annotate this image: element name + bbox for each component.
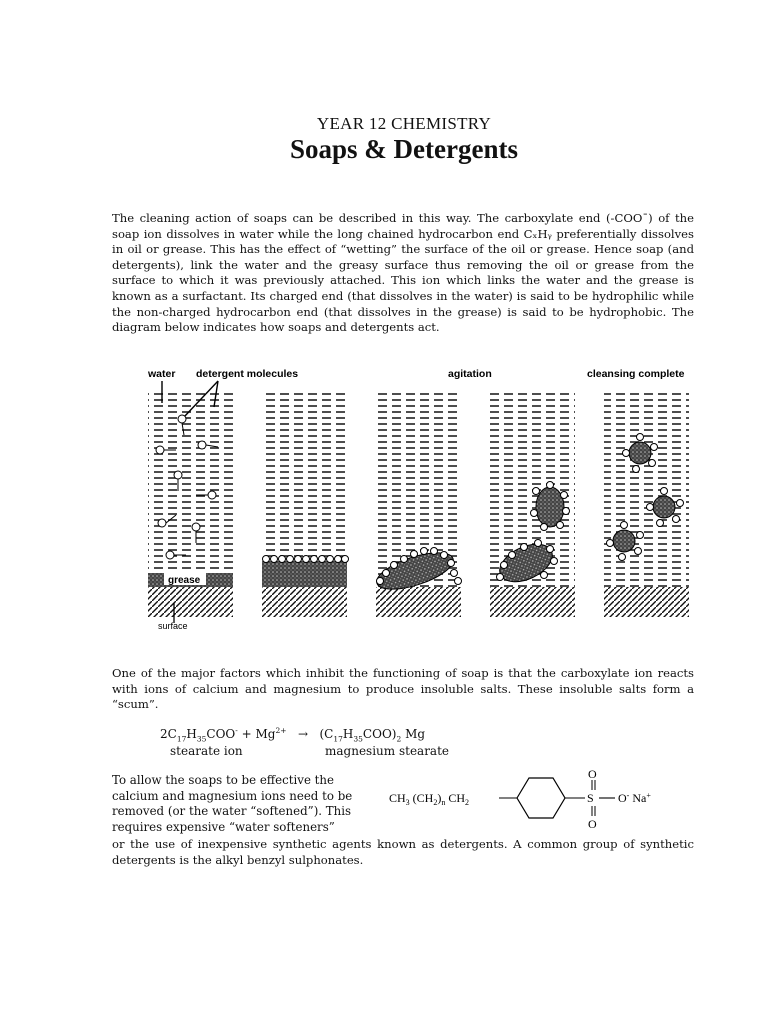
alkyl-benzyl-sulphonate-structure — [385, 760, 705, 830]
scum-paragraph: One of the major factors which inhibit the functioning of soap is that the carboxylate ion reacts with ions of calcium and magnesium to produce insoluble salts. These insoluble salts form a “scum”. — [112, 666, 694, 712]
svg-text:S: S — [587, 791, 594, 805]
chemical-equation: $2C_{17}H_{35}COO^- + Mg^{2+}$ → $(C_{17}H_{35}COO)_2$ Mg — [160, 726, 426, 744]
svg-text:O: O — [588, 767, 597, 781]
reactant-name: stearate ion — [170, 744, 243, 758]
label-water: water — [148, 368, 176, 380]
soap-action-diagram — [140, 355, 700, 630]
svg-text:CH3 (CH2)n CH2: $CH_3$ $(CH_2)_n$ $CH_2$ — [389, 791, 470, 807]
svg-text:O- Na+: O- Na+ — [618, 791, 651, 805]
panel-5 — [604, 393, 689, 617]
label-grease: grease — [168, 575, 201, 586]
svg-text:O: O — [588, 817, 597, 830]
panel-2 — [262, 393, 349, 617]
panel-3 — [373, 393, 462, 617]
label-detergent: detergent molecules — [196, 368, 299, 380]
detergent-paragraph: or the use of inexpensive synthetic agents known as detergents. A common group of synthetic detergents is the alkyl benzyl sulphonates. — [112, 837, 694, 867]
intro-paragraph: The cleaning action of soaps can be described in this way. The carboxylate end (-COO¯) of the soap ion dissolves in water while the long chained hydrocarbon end CₓHᵧ preferentially dissolves in oil or grease. This has the effect of “wetting” the surface of the oil or grease. Hence soap (and detergents), link the water and the greasy surface thus removing the oil or grease from the surface to which it was previously attached. This ion which links the water and the grease is known as a surfactant. Its charged end (that dissolves in the water) is said to be hydrophilic while the non-charged hydrocarbon end (that dissolves in the grease) is said to be hydrophobic. The diagram below indicates how soaps and detergents act. — [112, 211, 694, 335]
label-agitation: agitation — [448, 368, 492, 380]
panel-4 — [490, 393, 575, 617]
softening-text: To allow the soaps to be effective the calcium and magnesium ions need to be removed (or the water “softened”). This requires expensive “water softeners” — [112, 773, 353, 834]
page-title: Soaps & Detergents — [290, 134, 518, 164]
panel-1 — [148, 381, 233, 630]
course-heading: YEAR 12 CHEMISTRY — [316, 114, 492, 133]
label-surface: surface — [158, 621, 188, 630]
label-cleansing: cleansing complete — [587, 368, 685, 380]
product-name: magnesium stearate — [325, 744, 450, 758]
